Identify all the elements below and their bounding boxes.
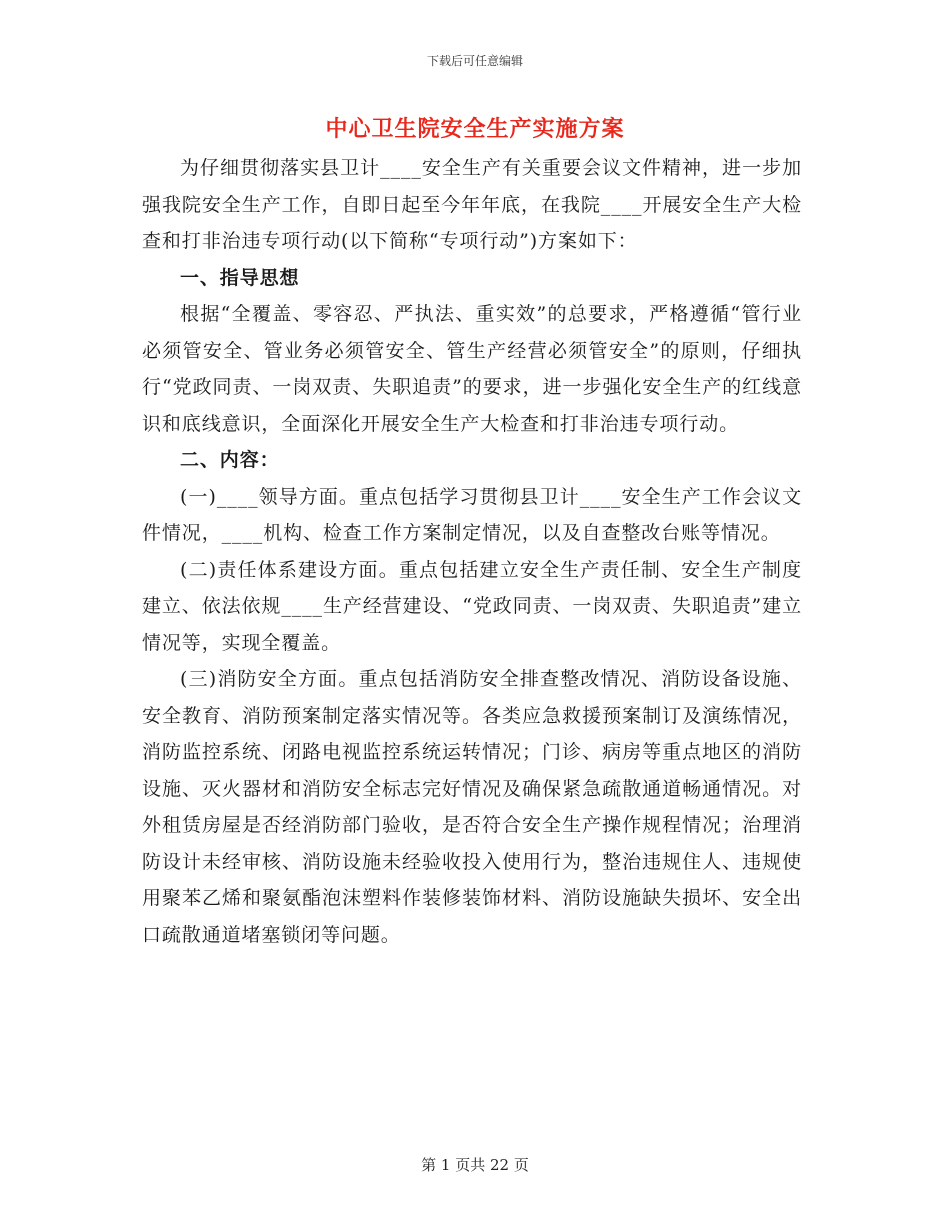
page-footer: 第 1 页共 22 页 — [421, 1156, 529, 1174]
section-2-item-1: (一)____领导方面。重点包括学习贯彻县卫计____安全生产工作会议文件情况，____机构、检查工作方案制定情况，以及自查整改台账等情况。 — [142, 485, 802, 544]
header-note: 下载后可任意编辑 — [426, 54, 523, 68]
document-title: 中心卫生院安全生产实施方案 — [325, 117, 625, 142]
intro-paragraph: 为仔细贯彻落实县卫计____安全生产有关重要会议文件精神，进一步加强我院安全生产工作，自即日起至今年年底，在我院____开展安全生产大检查和打非治违专项行动(以下简称“专项行动”)方案如下： — [142, 157, 802, 252]
section-2-item-2: (二)责任体系建设方面。重点包括建立安全生产责任制、安全生产制度建立、依法依规____生产经营建设、“党政同责、一岗双责、失职追责”建立情况等，实现全覆盖。 — [142, 558, 802, 654]
document-body — [142, 150, 802, 953]
section-2-item-3: (三)消防安全方面。重点包括消防安全排查整改情况、消防设备设施、安全教育、消防预案制定落实情况等。各类应急救援预案制订及演练情况，消防监控系统、闭路电视监控系统运转情况；门诊、病房等重点地区的消防设施、灭火器材和消防安全标志完好情况及确保紧急疏散通道畅通情况。对外租赁房屋是否经消防部门验收，是否符合安全生产操作规程情况；治理消防设计未经审核、消防设施未经验收投入使用行为，整治违规住人、违规使用聚苯乙烯和聚氨酯泡沫塑料作装修装饰材料、消防设施缺失损坏、安全出口疏散通道堵塞锁闭等问题。 — [142, 668, 802, 946]
section-2-heading: 二、内容： — [180, 449, 280, 471]
section-1-heading: 一、指导思想 — [180, 266, 300, 289]
section-1-paragraph: 根据“全覆盖、零容忍、严执法、重实效”的总要求，严格遵循“管行业必须管安全、管业务必须管安全、管生产经营必须管安全”的原则，仔细执行“党政同责、一岗双责、失职追责”的要求，进一步强化安全生产的红线意识和底线意识，全面深化开展安全生产大检查和打非治违专项行动。 — [142, 303, 802, 435]
